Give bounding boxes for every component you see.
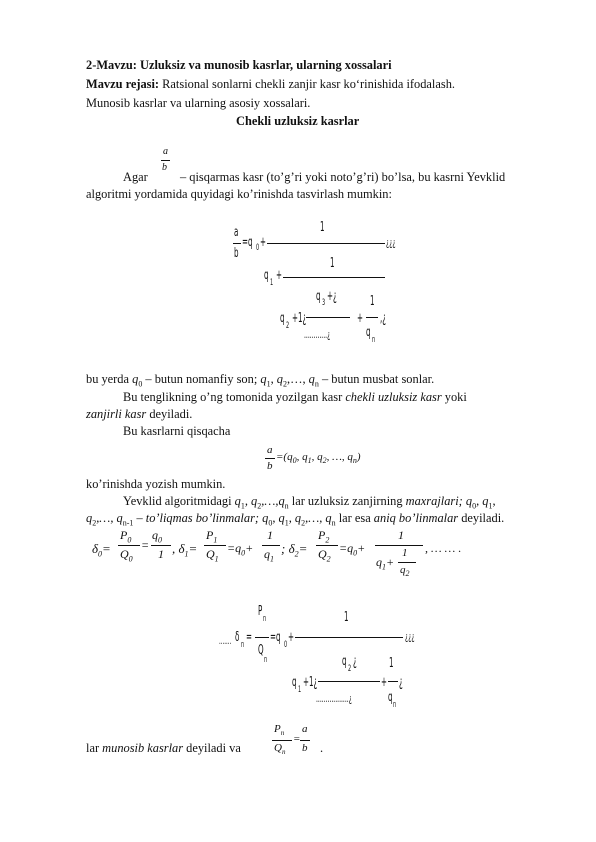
text: deyiladi. bbox=[146, 407, 193, 421]
f3-bar2 bbox=[151, 545, 171, 546]
t: + bbox=[245, 541, 254, 555]
var-q: q bbox=[132, 372, 139, 386]
f4-qn: q bbox=[388, 690, 393, 705]
para2-line3 bbox=[86, 511, 504, 527]
f3-Q2 bbox=[318, 547, 331, 563]
sub: 1 bbox=[307, 456, 312, 466]
sub: 0 bbox=[292, 456, 297, 466]
sub: 2 bbox=[257, 501, 262, 511]
f4-sub: n bbox=[241, 640, 245, 650]
sub: 2 bbox=[294, 549, 299, 559]
f1-sub0: 0 bbox=[256, 243, 260, 253]
t: q bbox=[400, 564, 406, 576]
para1-line4: Bu kasrlarni qisqacha bbox=[123, 424, 231, 438]
f3-one-b: 1 bbox=[398, 528, 404, 542]
sub: 0 bbox=[268, 518, 273, 528]
f1-plus3: +¿ bbox=[327, 289, 337, 304]
sub: n bbox=[284, 501, 289, 511]
t: Q bbox=[120, 547, 129, 561]
closing-bar1 bbox=[272, 740, 292, 741]
t: Q bbox=[274, 742, 282, 754]
sub: 2 bbox=[405, 569, 410, 579]
t: = bbox=[188, 541, 198, 556]
f3-q1b bbox=[376, 555, 394, 571]
sub: 2 bbox=[282, 379, 287, 389]
f3-eqq0b bbox=[339, 541, 365, 557]
text: Bu tenglikning o’ng tomonida yozilgan kasr bbox=[123, 390, 346, 404]
text: – butun nomanfiy son; bbox=[142, 372, 261, 386]
para1-line3 bbox=[86, 407, 192, 422]
closing-eq: = bbox=[293, 733, 301, 745]
sub: 0 bbox=[472, 501, 477, 511]
f1-one-b: 1 bbox=[330, 256, 335, 271]
f3-fq1 bbox=[264, 547, 274, 563]
t: P bbox=[206, 528, 214, 542]
f1-bar-a bbox=[267, 243, 385, 244]
f4-delta: δ bbox=[235, 630, 240, 645]
f3-one: 1 bbox=[158, 547, 164, 561]
sub: n bbox=[281, 748, 286, 757]
t: q bbox=[264, 547, 270, 561]
f1-lhs-den: b bbox=[234, 246, 239, 261]
t: + bbox=[386, 555, 395, 569]
f1-plus-c: + bbox=[357, 311, 363, 326]
f4-dots: .................¿ bbox=[316, 692, 352, 705]
f1-tail-a: ¿¿¿ bbox=[386, 236, 396, 249]
f1-plus2: +1¿ bbox=[292, 311, 307, 326]
f1-sub2: 2 bbox=[286, 321, 290, 331]
t: = bbox=[298, 541, 308, 556]
f3-d1 bbox=[172, 541, 197, 559]
sub: 2 bbox=[325, 535, 330, 545]
f1-dots: ............¿ bbox=[304, 328, 331, 341]
sub: 1 bbox=[284, 518, 289, 528]
t: , q bbox=[476, 494, 489, 508]
term-finite-continued-fraction: chekli uzluksiz kasr bbox=[345, 390, 442, 404]
f1-tail-c: ,¿ bbox=[380, 311, 387, 326]
f1-qn: q bbox=[366, 325, 371, 340]
f2-bar bbox=[265, 458, 275, 459]
sub: 0 bbox=[127, 535, 132, 545]
t: , q bbox=[244, 494, 258, 508]
t: ,…, q bbox=[96, 511, 123, 525]
t: ,…, q bbox=[305, 511, 332, 525]
f4-plus-c: + bbox=[381, 675, 387, 690]
f4-Qsub: n bbox=[264, 655, 268, 665]
f1-bar-b bbox=[283, 277, 385, 278]
f3-bar5 bbox=[316, 545, 338, 546]
f3-bar6 bbox=[375, 545, 423, 546]
f3-ellipsis: , … … . bbox=[425, 541, 462, 555]
intro-frac-den: b bbox=[162, 162, 167, 173]
f4-q2: q bbox=[342, 654, 347, 669]
plan-text: Ratsional sonlarni chekli zanjir kasr ko‘rinishida ifodalash. bbox=[159, 77, 455, 91]
f3-bar7 bbox=[398, 562, 416, 563]
section-title: Chekli uzluksiz kasrlar bbox=[236, 114, 360, 128]
f4-q0s: 0 bbox=[284, 640, 288, 650]
t: , q bbox=[288, 511, 302, 525]
f1-plus: + bbox=[260, 235, 266, 250]
t: deyiladi va bbox=[183, 741, 241, 755]
para2-line1: ko’rinishda yozish mumkin. bbox=[86, 477, 226, 491]
t: lar uzluksiz zanjirning bbox=[288, 494, 406, 508]
sub: 2 bbox=[301, 518, 306, 528]
f3-bar3 bbox=[204, 545, 226, 546]
t: ; δ bbox=[281, 541, 295, 556]
term-exact-quotients: aniq bo’linmalar bbox=[373, 511, 459, 525]
f3-Q0 bbox=[120, 547, 133, 563]
var-q: q bbox=[308, 372, 315, 386]
t: Q bbox=[206, 547, 215, 561]
text: yoki bbox=[441, 390, 467, 404]
f1-q1: q bbox=[264, 268, 269, 283]
f1-q3: q bbox=[316, 289, 321, 304]
f4-tail-b: ¿ bbox=[353, 654, 357, 669]
term-denominators: maxrajlari bbox=[405, 494, 459, 508]
f3-Q1 bbox=[206, 547, 219, 563]
f1-one-c: 1 bbox=[370, 294, 375, 309]
f2-den: b bbox=[267, 460, 273, 472]
t: , …, q bbox=[326, 451, 353, 463]
sub: n bbox=[314, 379, 319, 389]
f4-lead: ....... bbox=[219, 636, 232, 647]
sub: n bbox=[331, 518, 336, 528]
sub: 1 bbox=[266, 379, 271, 389]
sub: 1 bbox=[213, 535, 218, 545]
t: , bbox=[492, 494, 496, 508]
f4-q1: q bbox=[292, 675, 297, 690]
t: , q bbox=[296, 451, 308, 463]
f1-bar-c bbox=[306, 317, 350, 318]
f3-fn1: 1 bbox=[267, 528, 273, 542]
sub: 1 bbox=[184, 549, 189, 559]
sub: 2 bbox=[326, 554, 331, 564]
f1-one-a: 1 bbox=[320, 220, 325, 235]
sub: 1 bbox=[240, 501, 245, 511]
f1-q2: q bbox=[280, 311, 285, 326]
f3-eq2: = bbox=[141, 538, 150, 552]
t: + bbox=[357, 541, 366, 555]
term-partial-quotients: – to’liqmas bo’linmalar bbox=[133, 511, 255, 525]
term-convergents: munosib kasrlar bbox=[102, 741, 184, 755]
f1-sub3: 3 bbox=[322, 298, 326, 308]
t: ; q bbox=[458, 494, 473, 508]
var-q: q bbox=[234, 494, 241, 508]
f4-eq: = bbox=[246, 630, 252, 645]
f4-bar-a bbox=[295, 637, 403, 638]
f3-q0n bbox=[152, 528, 162, 544]
t: Q bbox=[318, 547, 327, 561]
f1-eq-q: =q bbox=[242, 235, 253, 250]
f1-lhs-num: a bbox=[234, 225, 239, 240]
f4-plus: + bbox=[288, 630, 294, 645]
f4-q2s: 2 bbox=[348, 664, 352, 674]
f3-P1 bbox=[206, 528, 217, 544]
plan-line-1 bbox=[86, 77, 455, 92]
f4-tail-c: ¿ bbox=[399, 675, 403, 690]
sub: 2 bbox=[92, 518, 97, 528]
t: , q bbox=[272, 511, 285, 525]
f4-bar-b bbox=[318, 681, 380, 682]
sub: 0 bbox=[158, 535, 162, 545]
f3-P2 bbox=[318, 528, 329, 544]
f3-q2c bbox=[400, 564, 410, 578]
t: ) bbox=[356, 451, 361, 463]
text: – butun musbat sonlar. bbox=[318, 372, 435, 386]
f3-one-c: 1 bbox=[402, 547, 408, 559]
para1-line2 bbox=[123, 390, 467, 405]
t: δ bbox=[92, 541, 99, 556]
topic-title: 2-Mavzu: Uzluksiz va munosib kasrlar, ularning xossalari bbox=[86, 58, 392, 72]
f4-Psub: n bbox=[263, 614, 267, 624]
f4-qns: n bbox=[393, 700, 397, 710]
t: =(q bbox=[276, 451, 293, 463]
f3-eqq0 bbox=[227, 541, 253, 557]
var-q: q bbox=[86, 511, 93, 525]
f3-bar4 bbox=[262, 545, 280, 546]
intro-agar: Agar bbox=[123, 170, 148, 184]
f1-subn: n bbox=[372, 335, 376, 345]
sub: 1 bbox=[488, 501, 493, 511]
f4-eq2: =q bbox=[270, 630, 281, 645]
sub: 1 bbox=[270, 554, 274, 564]
closing-Pn bbox=[274, 723, 284, 737]
t: lar bbox=[86, 741, 103, 755]
f4-q1s: 1 bbox=[298, 685, 302, 695]
plan-label: Mavzu rejasi: bbox=[86, 77, 160, 91]
f4-bar-c bbox=[388, 681, 398, 682]
plan-line-2: Munosib kasrlar va ularning asosiy xossalari. bbox=[86, 96, 311, 110]
sub: n-1 bbox=[122, 518, 134, 528]
t: q bbox=[152, 528, 158, 542]
sub: 1 bbox=[382, 562, 386, 572]
sub: 0 bbox=[98, 549, 103, 559]
f4-bar-pq bbox=[255, 637, 269, 638]
f1-bar-d bbox=[366, 317, 378, 318]
f3-d2 bbox=[281, 541, 307, 559]
var-q: q bbox=[260, 372, 267, 386]
sub: 0 bbox=[241, 548, 246, 558]
intro-frac-bar bbox=[161, 160, 170, 161]
t: =q bbox=[339, 541, 354, 555]
closing-b: b bbox=[302, 742, 308, 754]
f3-P0 bbox=[120, 528, 131, 544]
closing-a: a bbox=[302, 723, 308, 735]
t: ; q bbox=[254, 511, 269, 525]
t: =q bbox=[227, 541, 242, 555]
text: bu yerda bbox=[86, 372, 133, 386]
f4-tail-a: ¿¿¿ bbox=[405, 630, 415, 643]
sub: 1 bbox=[214, 554, 219, 564]
text: , bbox=[270, 372, 277, 386]
f4-one-a: 1 bbox=[344, 610, 349, 625]
f1-lhs-bar bbox=[233, 243, 241, 244]
t: P bbox=[120, 528, 128, 542]
f1-sub1: 1 bbox=[270, 278, 274, 288]
sub: 0 bbox=[128, 554, 133, 564]
intro-text-2: algoritmi yordamida quyidagi ko’rinishda tasvirlash mumkin: bbox=[86, 187, 392, 201]
t: ,…,q bbox=[261, 494, 285, 508]
f4-plus1: +1¿ bbox=[303, 675, 318, 690]
intro-text-1: – qisqarmas kasr (to’g’ri yoki noto’g’ri) bo’lsa, bu kasrni Yevklid bbox=[180, 170, 506, 184]
t: = bbox=[102, 541, 111, 556]
t: P bbox=[318, 528, 326, 542]
closing-bar2 bbox=[300, 740, 310, 741]
t: , δ bbox=[172, 541, 185, 556]
t: lar esa bbox=[335, 511, 374, 525]
t: q bbox=[376, 555, 382, 569]
f4-Q: Q bbox=[258, 643, 264, 658]
t: deyiladi. bbox=[458, 511, 505, 525]
closing-text bbox=[86, 741, 241, 756]
f3-d0 bbox=[92, 541, 111, 559]
sub: 0 bbox=[138, 379, 143, 389]
f3-bar1 bbox=[118, 545, 140, 546]
closing-Qn bbox=[274, 742, 285, 756]
para2-line2 bbox=[123, 494, 496, 510]
var-q: q bbox=[276, 372, 283, 386]
t: , q bbox=[311, 451, 323, 463]
para1-line1 bbox=[86, 372, 434, 388]
f4-one-c: 1 bbox=[389, 656, 394, 671]
f1-plus1: + bbox=[276, 268, 282, 283]
sub: n bbox=[352, 456, 357, 466]
text: ,…, bbox=[286, 372, 309, 386]
f2-rhs bbox=[276, 451, 361, 465]
sub: n bbox=[280, 729, 285, 738]
closing-dot: . bbox=[320, 741, 324, 755]
f4-P: P bbox=[258, 604, 263, 619]
f2-num: a bbox=[267, 444, 273, 456]
t: Yevklid algoritmidagi bbox=[123, 494, 235, 508]
sub: 2 bbox=[322, 456, 327, 466]
term-chain-fraction: zanjirli kasr bbox=[86, 407, 147, 421]
intro-frac-num: a bbox=[163, 146, 168, 157]
sub: 0 bbox=[353, 548, 358, 558]
t: P bbox=[274, 723, 281, 735]
